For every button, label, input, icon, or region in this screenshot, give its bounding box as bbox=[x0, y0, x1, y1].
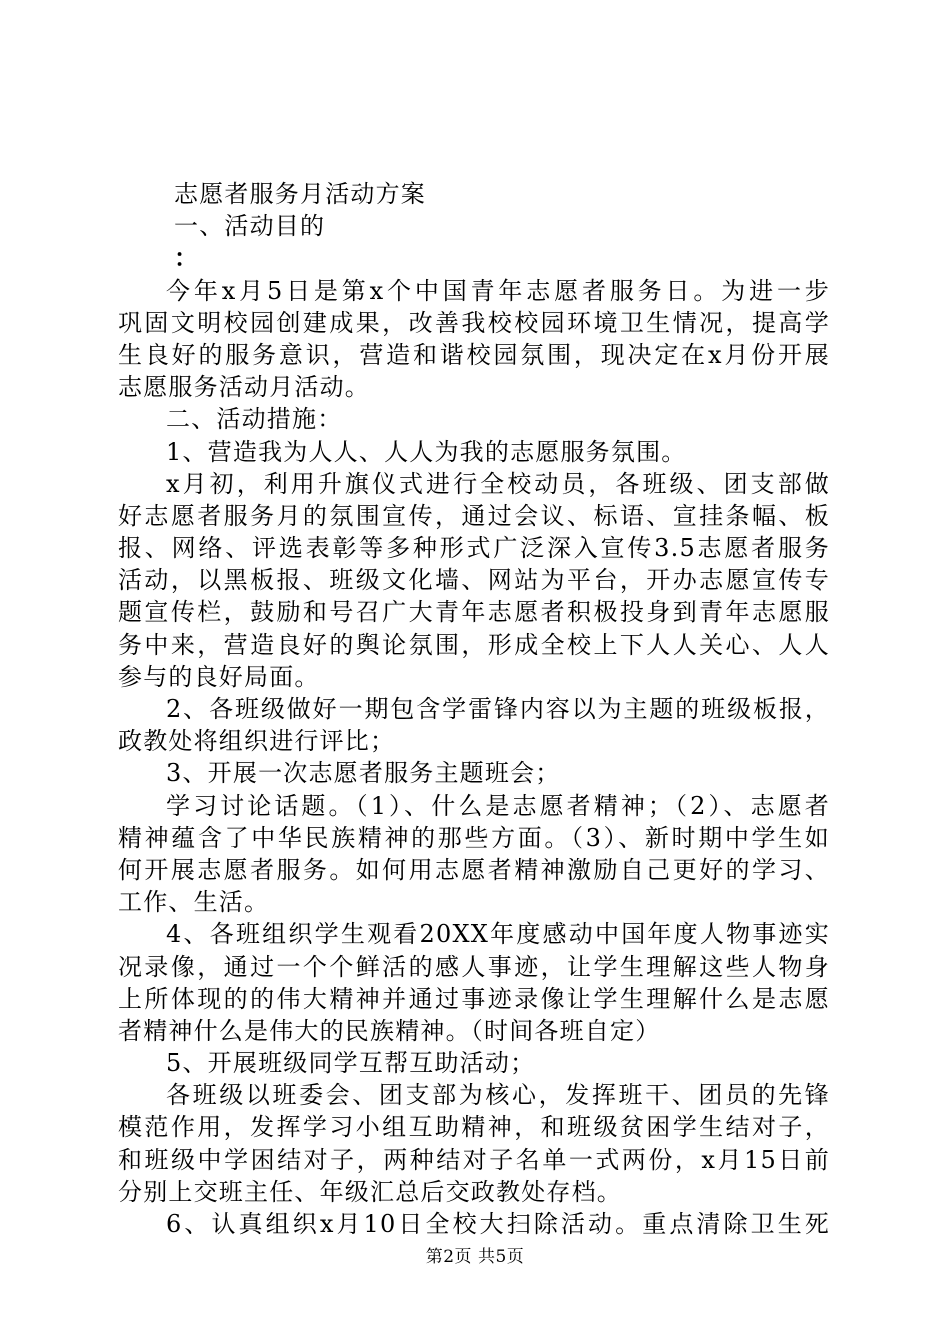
paragraph-line: 政教处将组织进行评比； bbox=[118, 727, 396, 756]
paragraph-line: 今年x月5日是第x个中国青年志愿者服务日。为进一步 bbox=[166, 276, 830, 305]
paragraph-line: 和班级中学困结对子，两种结对子名单一式两份，x月15日前 bbox=[118, 1145, 830, 1174]
paragraph-line: 志愿服务活动月活动。 bbox=[118, 373, 370, 402]
paragraph-line: 题宣传栏，鼓励和号召广大青年志愿者积极投身到青年志愿服 bbox=[118, 598, 830, 627]
section-heading-purpose: 一、活动目的 bbox=[174, 212, 326, 241]
colon-line: ： bbox=[174, 243, 200, 273]
paragraph-line: 学习讨论话题。（1）、什么是志愿者精神；（2）、志愿者 bbox=[166, 791, 830, 820]
list-item-heading: 1、营造我为人人、人人为我的志愿服务氛围。 bbox=[166, 437, 687, 466]
paragraph-line: 各班级以班委会、团支部为核心，发挥班干、团员的先锋 bbox=[166, 1081, 830, 1110]
paragraph-line: 工作、生活。 bbox=[118, 888, 270, 917]
document-body bbox=[118, 178, 830, 1240]
paragraph-line: 精神蕴含了中华民族精神的那些方面。（3）、新时期中学生如 bbox=[118, 823, 830, 852]
paragraph-line: 模范作用，发挥学习小组互助精神，和班级贫困学生结对子， bbox=[118, 1113, 830, 1142]
paragraph-line: 务中来，营造良好的舆论氛围，形成全校上下人人关心、人人 bbox=[118, 630, 830, 659]
document-title: 志愿者服务月活动方案 bbox=[174, 180, 426, 208]
paragraph-line: 分别上交班主任、年级汇总后交政教处存档。 bbox=[118, 1177, 622, 1206]
list-item-heading: 5、开展班级同学互帮互助活动； bbox=[166, 1049, 536, 1078]
paragraph-line: 者精神什么是伟大的民族精神。（时间各班自定） bbox=[118, 1016, 661, 1045]
paragraph-line: 上所体现的的伟大精神并通过事迹录像让学生理解什么是志愿 bbox=[118, 984, 830, 1013]
section-heading-measures: 二、活动措施： bbox=[166, 405, 343, 434]
paragraph-line: 况录像，通过一个个鲜活的感人事迹，让学生理解这些人物身 bbox=[118, 952, 830, 981]
paragraph-line: x月初，利用升旗仪式进行全校动员，各班级、团支部做 bbox=[166, 469, 830, 498]
list-item-heading: 6、认真组织x月10日全校大扫除活动。重点清除卫生死 bbox=[166, 1210, 830, 1238]
paragraph-line: 生良好的服务意识，营造和谐校园氛围，现决定在x月份开展 bbox=[118, 340, 830, 369]
paragraph-line: 好志愿者服务月的氛围宣传，通过会议、标语、宣挂条幅、板 bbox=[118, 501, 830, 530]
paragraph-line: 巩固文明校园创建成果，改善我校校园环境卫生情况，提高学 bbox=[118, 308, 830, 337]
paragraph-line: 参与的良好局面。 bbox=[118, 662, 320, 691]
paragraph-line: 何开展志愿者服务。如何用志愿者精神激励自己更好的学习、 bbox=[118, 855, 830, 884]
page-number-footer: 第2页 共5页 bbox=[425, 1247, 525, 1267]
paragraph-line: 活动，以黑板报、班级文化墙、网站为平台，开办志愿宣传专 bbox=[118, 566, 830, 595]
paragraph-line: 报、网络、评选表彰等多种形式广泛深入宣传3.5志愿者服务 bbox=[118, 534, 830, 563]
list-item-heading: 2、各班级做好一期包含学雷锋内容以为主题的班级板报， bbox=[166, 695, 830, 723]
list-item-heading: 3、开展一次志愿者服务主题班会； bbox=[166, 759, 561, 788]
list-item-heading: 4、各班组织学生观看20XX年度感动中国年度人物事迹实 bbox=[166, 920, 830, 949]
